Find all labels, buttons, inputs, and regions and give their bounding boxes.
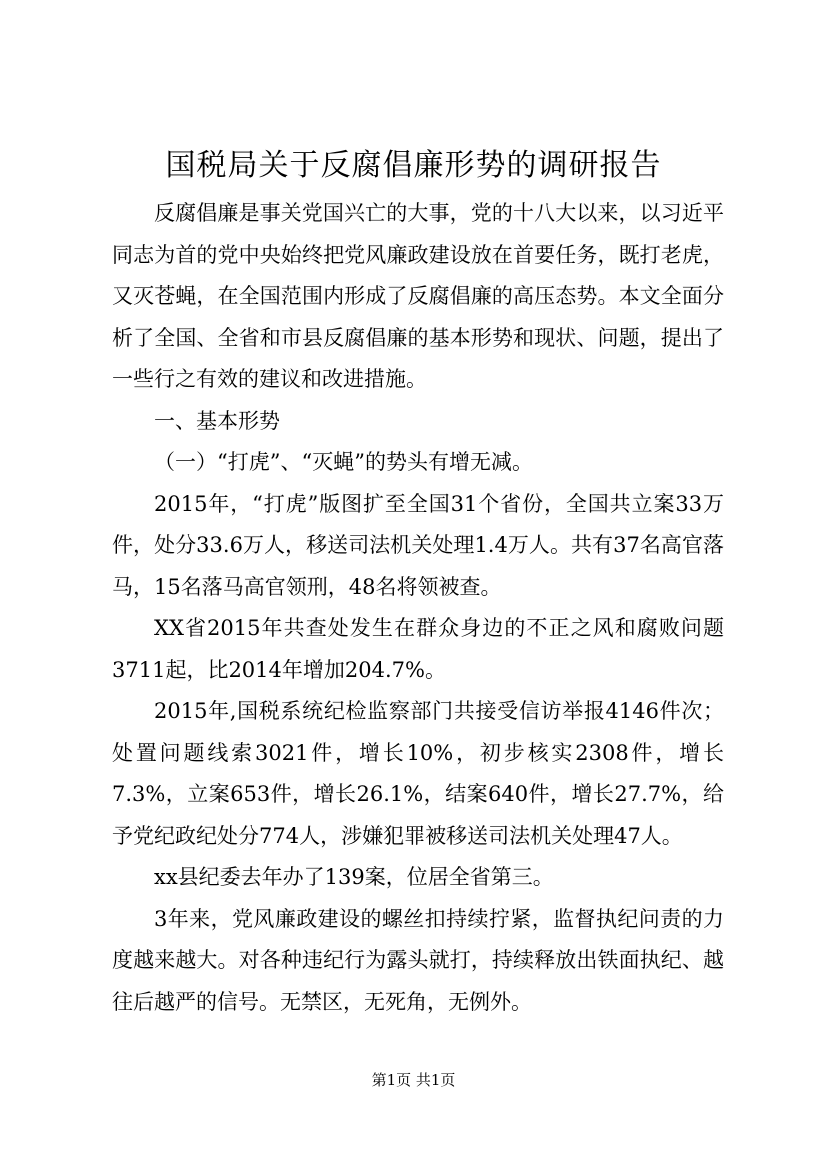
subsection-heading: （一）“打虎”、“灭蝇”的势头有增无减。 xyxy=(154,450,533,474)
paragraph-province-stats: XX省2015年共查处发生在群众身边的不正之风和腐败问题3711起，比2014年增加204.7%。 xyxy=(112,616,724,682)
paragraph-tax-system-stats: 2015年,国税系统纪检监察部门共接受信访举报4146件次；处置问题线索3021件，增长10%，初步核实2308件，增长7.3%，立案653件，增长26.1%，结案640件，增长27.7%，给予党纪政纪处分774人，涉嫌犯罪被移送司法机关处理47人。 xyxy=(112,699,724,848)
document-title: 国税局关于反腐倡廉形势的调研报告 xyxy=(165,148,662,183)
section-heading: 一、基本形势 xyxy=(154,408,280,433)
paragraph-county-stats: xx县纪委去年办了139案，位居全省第三。 xyxy=(154,865,554,889)
paragraph-summary: 3年来，党风廉政建设的螺丝扣持续拧紧，监督执纪问责的力度越来越大。对各种违纪行为露头就打，持续释放出铁面执纪、越往后越严的信号。无禁区，无死角，无例外。 xyxy=(112,906,724,1014)
paragraph-intro: 反腐倡廉是事关党国兴亡的大事，党的十八大以来，以习近平同志为首的党中央始终把党风廉政建设放在首要任务，既打老虎，又灭苍蝇，在全国范围内形成了反腐倡廉的高压态势。本文全面分析了全国、全省和市县反腐倡廉的基本形势和现状、问题，提出了一些行之有效的建议和改进措施。 xyxy=(112,201,724,391)
paragraph-national-stats: 2015年，“打虎”版图扩至全国31个省份，全国共立案33万件，处分33.6万人，移送司法机关处理1.4万人。共有37名高官落马，15名落马高官领刑，48名将领被查。 xyxy=(112,491,724,599)
document-body xyxy=(112,193,724,1023)
page-number-footer: 第1页 共1页 xyxy=(371,1071,456,1089)
